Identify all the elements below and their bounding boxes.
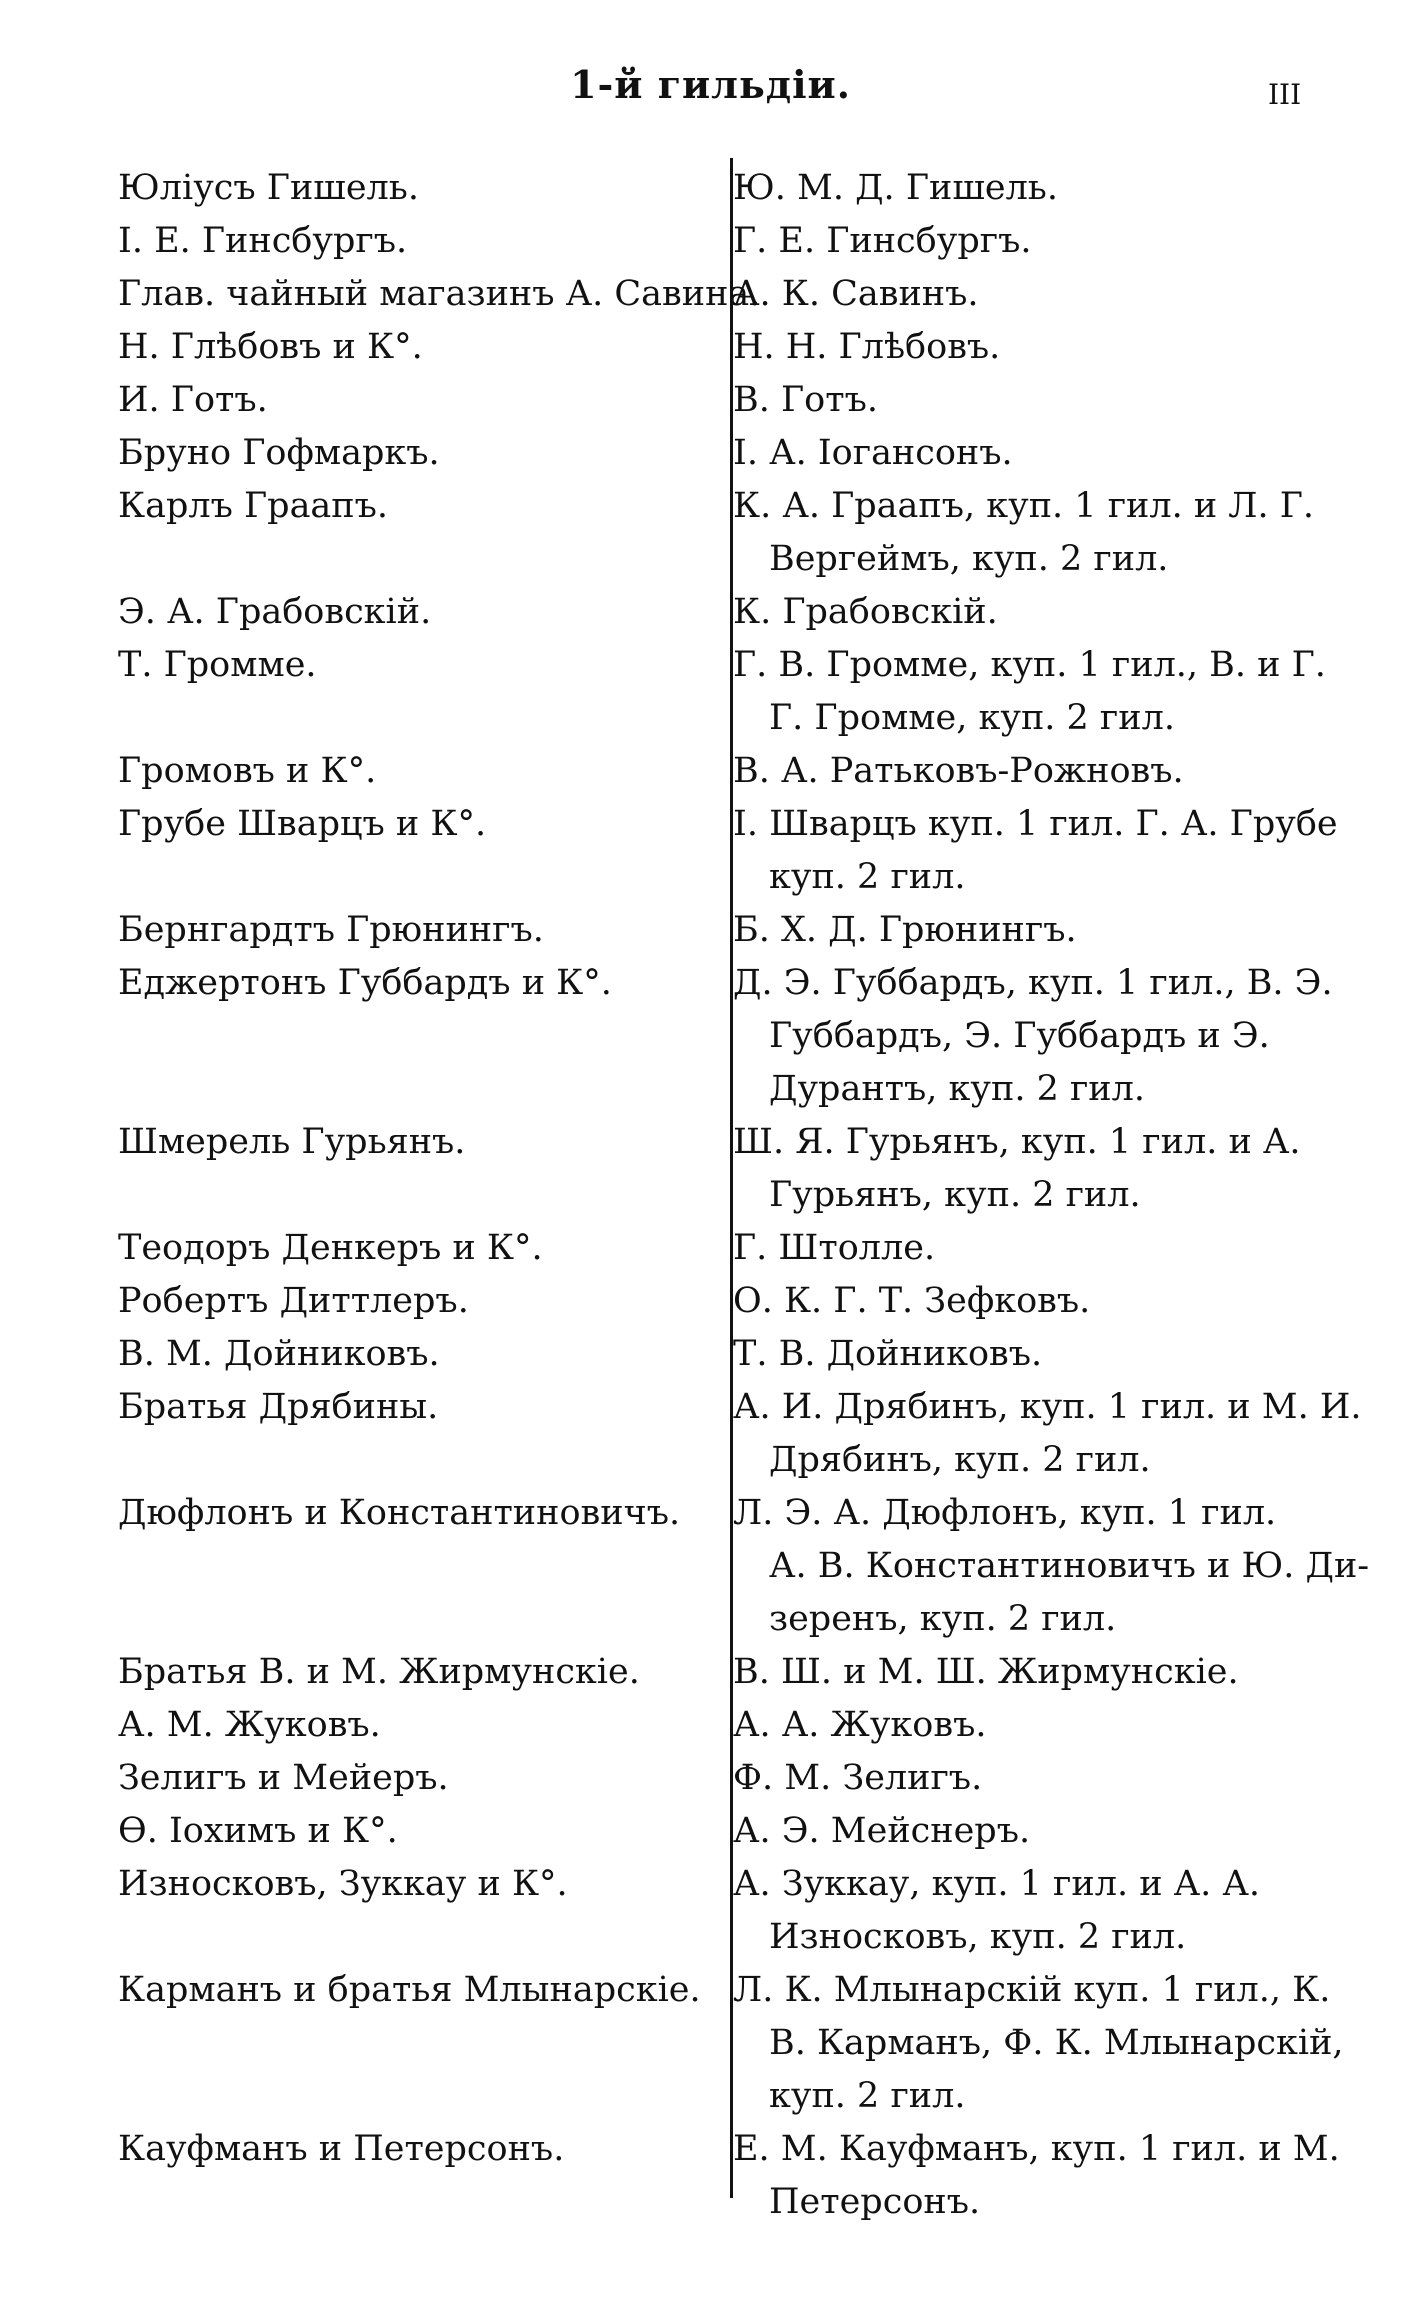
- owner-names: [733, 1222, 1313, 1275]
- owner-names: [733, 321, 1313, 374]
- table-row: [0, 1116, 1421, 1222]
- table-row: [0, 374, 1421, 427]
- firm-name: И. Готъ.: [118, 380, 268, 420]
- owner-line: Т. В. Дойниковъ.: [733, 1334, 1043, 1374]
- owner-names: [733, 162, 1313, 215]
- owner-names: [733, 1858, 1313, 1964]
- firm-name: Дюфлонъ и Константиновичъ.: [118, 1493, 681, 1533]
- table-row: [0, 1699, 1421, 1752]
- table-row: [0, 904, 1421, 957]
- owner-names: [733, 268, 1313, 321]
- firm-name: Карманъ и братья Млынарскіе.: [118, 1970, 701, 2010]
- owner-line: Г. Е. Гинсбургъ.: [733, 221, 1032, 261]
- firm-name: Еджертонъ Губбардъ и К°.: [118, 963, 612, 1003]
- owner-line: К. А. Граапъ, куп. 1 гил. и Л. Г.: [733, 486, 1315, 526]
- firm-name: Ѳ. Іохимъ и К°.: [118, 1811, 398, 1851]
- table-row: [0, 321, 1421, 374]
- table-row: [0, 1381, 1421, 1487]
- firm-name: Юліусъ Гишель.: [118, 168, 419, 208]
- table-row: [0, 427, 1421, 480]
- owner-names: [733, 639, 1326, 745]
- firm-name: Бернгардтъ Грюнингъ.: [118, 910, 544, 950]
- owner-line: Б. Х. Д. Грюнингъ.: [733, 910, 1077, 950]
- owner-names: [733, 1275, 1313, 1328]
- page-header-title: 1-й гильдіи.: [570, 62, 851, 107]
- table-row: [0, 745, 1421, 798]
- owner-names: [733, 374, 1313, 427]
- firm-name: Зелигъ и Мейеръ.: [118, 1758, 449, 1798]
- firm-name: І. Е. Гинсбургъ.: [118, 221, 408, 261]
- table-row: [0, 957, 1421, 1116]
- table-row: [0, 268, 1421, 321]
- firm-name: А. М. Жуковъ.: [118, 1705, 381, 1745]
- owner-line: К. Грабовскій.: [733, 592, 998, 632]
- owner-line: Петерсонъ.: [769, 2182, 981, 2222]
- firm-name: Братья В. и М. Жирмунскіе.: [118, 1652, 640, 1692]
- owner-line: В. Готъ.: [733, 380, 878, 420]
- table-row: [0, 1275, 1421, 1328]
- owner-names: [733, 745, 1313, 798]
- owner-line: А. В. Константиновичъ и Ю. Ди-: [769, 1546, 1370, 1586]
- table-row: [0, 1487, 1421, 1646]
- owner-names: [733, 1381, 1362, 1487]
- owner-line: А. И. Дрябинъ, куп. 1 гил. и М. И.: [733, 1387, 1362, 1427]
- owner-names: [733, 480, 1313, 586]
- owner-line: О. К. Г. Т. Зефковъ.: [733, 1281, 1091, 1321]
- firm-name: Карлъ Граапъ.: [118, 486, 389, 526]
- owner-line: В. Карманъ, Ф. К. Млынарскій,: [769, 2023, 1344, 2063]
- owner-line: А. А. Жуковъ.: [733, 1705, 987, 1745]
- table-row: [0, 215, 1421, 268]
- firm-name: Глав. чайный магазинъ А. Савина.: [118, 274, 761, 314]
- owner-names: [733, 1328, 1313, 1381]
- owner-line: Г. В. Громме, куп. 1 гил., В. и Г.: [733, 645, 1326, 685]
- firm-name: Э. А. Грабовскій.: [118, 592, 432, 632]
- owner-line: куп. 2 гил.: [769, 2076, 966, 2116]
- owner-line: Д. Э. Губбардъ, куп. 1 гил., В. Э.: [733, 963, 1333, 1003]
- owner-line: В. А. Ратьковъ-Рожновъ.: [733, 751, 1184, 791]
- table-row: [0, 1646, 1421, 1699]
- owner-names: [733, 215, 1313, 268]
- owner-names: [733, 2123, 1340, 2229]
- owner-names: [733, 1646, 1313, 1699]
- owner-line: Ю. М. Д. Гишель.: [733, 168, 1058, 208]
- owner-line: зеренъ, куп. 2 гил.: [769, 1599, 1117, 1639]
- table-row: [0, 1858, 1421, 1964]
- table-row: [0, 639, 1421, 745]
- owner-line: Гурьянъ, куп. 2 гил.: [769, 1175, 1141, 1215]
- firm-name: Братья Дрябины.: [118, 1387, 439, 1427]
- owner-line: Л. К. Млынарскій куп. 1 гил., К.: [733, 1970, 1331, 2010]
- entries-table: [0, 162, 1421, 2229]
- owner-line: Губбардъ, Э. Губбардъ и Э.: [769, 1016, 1270, 1056]
- owner-line: А. Зуккау, куп. 1 гил. и А. А.: [733, 1864, 1261, 1904]
- owner-line: В. Ш. и М. Ш. Жирмунскіе.: [733, 1652, 1239, 1692]
- table-row: [0, 798, 1421, 904]
- table-row: [0, 1805, 1421, 1858]
- table-row: [0, 480, 1421, 586]
- owner-names: [733, 1964, 1344, 2123]
- table-row: [0, 2123, 1421, 2229]
- owner-names: [733, 427, 1313, 480]
- owner-line: А. Э. Мейснеръ.: [733, 1811, 1031, 1851]
- owner-line: А. К. Савинъ.: [733, 274, 979, 314]
- owner-line: Ф. М. Зелигъ.: [733, 1758, 983, 1798]
- firm-name: Громовъ и К°.: [118, 751, 377, 791]
- owner-line: Г. Штолле.: [733, 1228, 936, 1268]
- owner-line: І. Шварцъ куп. 1 гил. Г. А. Грубе: [733, 804, 1338, 844]
- owner-names: [733, 957, 1333, 1116]
- owner-line: Н. Н. Глѣбовъ.: [733, 327, 1001, 367]
- firm-name: Износковъ, Зуккау и К°.: [118, 1864, 568, 1904]
- owner-names: [733, 1487, 1370, 1646]
- owner-line: Л. Э. А. Дюфлонъ, куп. 1 гил.: [733, 1493, 1277, 1533]
- table-row: [0, 1222, 1421, 1275]
- firm-name: В. М. Дойниковъ.: [118, 1334, 440, 1374]
- owner-names: [733, 904, 1313, 957]
- firm-name: Кауфманъ и Петерсонъ.: [118, 2129, 565, 2169]
- firm-name: Н. Глѣбовъ и К°.: [118, 327, 423, 367]
- firm-name: Грубе Шварцъ и К°.: [118, 804, 487, 844]
- owner-line: Дурантъ, куп. 2 гил.: [769, 1069, 1145, 1109]
- table-row: [0, 1964, 1421, 2123]
- owner-line: І. А. Іогансонъ.: [733, 433, 1013, 473]
- owner-names: [733, 798, 1338, 904]
- firm-name: Бруно Гофмаркъ.: [118, 433, 440, 473]
- owner-line: куп. 2 гил.: [769, 857, 966, 897]
- table-row: [0, 1328, 1421, 1381]
- owner-names: [733, 1752, 1313, 1805]
- owner-line: Г. Громме, куп. 2 гил.: [769, 698, 1175, 738]
- owner-names: [733, 1116, 1313, 1222]
- owner-names: [733, 1805, 1313, 1858]
- firm-name: Шмерель Гурьянъ.: [118, 1122, 466, 1162]
- firm-name: Теодоръ Денкеръ и К°.: [118, 1228, 543, 1268]
- owner-line: Дрябинъ, куп. 2 гил.: [769, 1440, 1151, 1480]
- owner-line: Е. М. Кауфманъ, куп. 1 гил. и М.: [733, 2129, 1340, 2169]
- firm-name: Т. Громме.: [118, 645, 317, 685]
- owner-names: [733, 1699, 1313, 1752]
- owner-line: Ш. Я. Гурьянъ, куп. 1 гил. и А.: [733, 1122, 1301, 1162]
- table-row: [0, 162, 1421, 215]
- owner-line: Износковъ, куп. 2 гил.: [769, 1917, 1187, 1957]
- table-row: [0, 1752, 1421, 1805]
- owner-names: [733, 586, 1313, 639]
- table-row: [0, 586, 1421, 639]
- owner-line: Вергеймъ, куп. 2 гил.: [769, 539, 1169, 579]
- firm-name: Робертъ Диттлеръ.: [118, 1281, 469, 1321]
- page-number: III: [1268, 78, 1302, 111]
